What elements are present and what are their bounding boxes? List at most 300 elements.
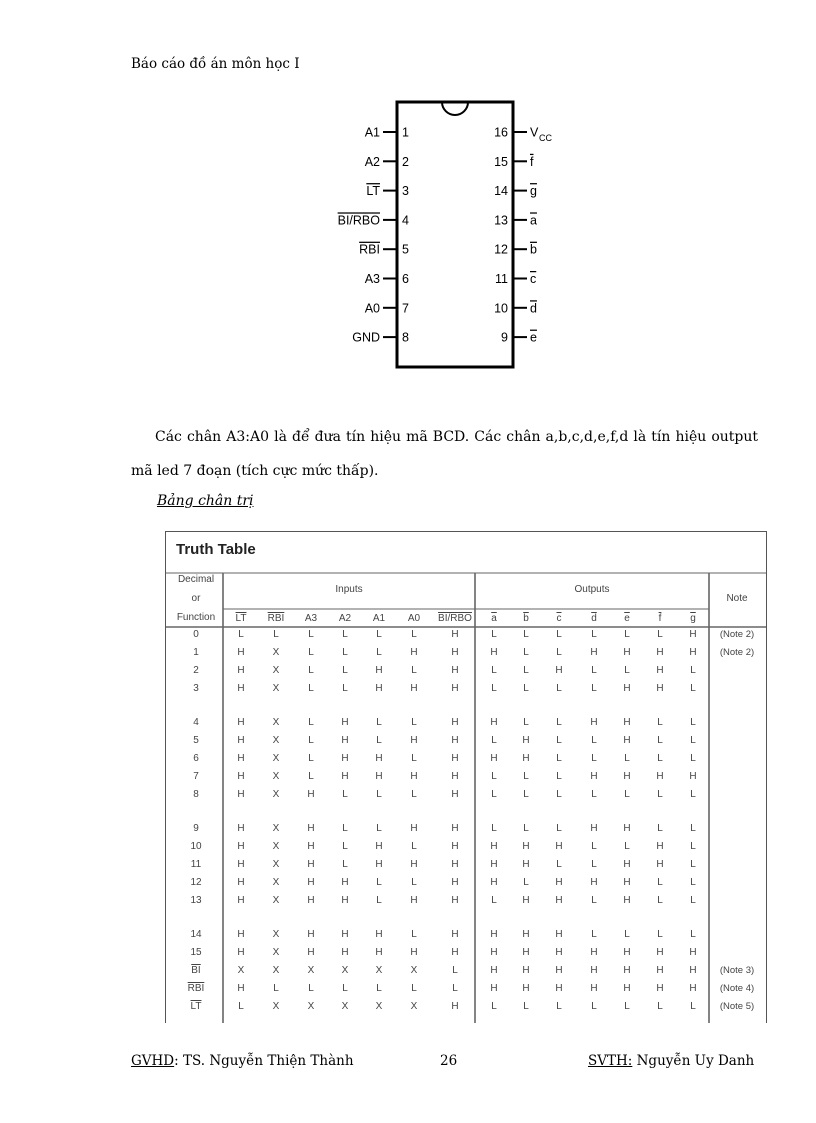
pin-number: 5 bbox=[402, 242, 409, 257]
cell-value: X bbox=[272, 647, 280, 658]
cell-value: H bbox=[590, 877, 598, 888]
cell-value: L bbox=[591, 735, 597, 746]
cell-value: L bbox=[657, 735, 663, 746]
cell-value: H bbox=[237, 789, 245, 800]
cell-value: H bbox=[341, 753, 349, 764]
pin-number: 15 bbox=[494, 154, 508, 169]
cell-value: H bbox=[410, 859, 418, 870]
cell-value: L bbox=[624, 753, 630, 764]
pin-label: g bbox=[530, 184, 537, 199]
page-header: Báo cáo đồ án môn học I bbox=[131, 56, 300, 72]
cell-value: H bbox=[555, 929, 563, 940]
cell-value: L bbox=[690, 1001, 696, 1012]
cell-value: H bbox=[237, 841, 245, 852]
cell-value: L bbox=[491, 895, 497, 906]
cell-value: H bbox=[451, 841, 459, 852]
cell-value: H bbox=[590, 771, 598, 782]
cell-value: H bbox=[656, 665, 664, 676]
cell-value: L bbox=[556, 753, 562, 764]
cell-value: H bbox=[307, 841, 315, 852]
cell-value: L bbox=[556, 717, 562, 728]
cell-value: H bbox=[451, 735, 459, 746]
cell-value: L bbox=[411, 629, 417, 640]
cell-value: X bbox=[237, 965, 245, 976]
ic-pinout-diagram bbox=[335, 98, 565, 373]
cell-value: H bbox=[689, 771, 697, 782]
cell-value: L bbox=[657, 823, 663, 834]
cell-value: H bbox=[410, 771, 418, 782]
cell-value: L bbox=[342, 983, 348, 994]
cell-value: H bbox=[341, 895, 349, 906]
cell-value: L bbox=[376, 717, 382, 728]
cell-value: H bbox=[375, 859, 383, 870]
cell-value: H bbox=[341, 735, 349, 746]
row-function: 8 bbox=[193, 789, 199, 800]
cell-value: L bbox=[491, 683, 497, 694]
cell-value: H bbox=[410, 823, 418, 834]
cell-value: X bbox=[410, 1001, 418, 1012]
cell-value: X bbox=[272, 895, 280, 906]
cell-value: L bbox=[411, 753, 417, 764]
cell-value: L bbox=[690, 789, 696, 800]
cell-value: H bbox=[237, 983, 245, 994]
cell-value: H bbox=[656, 859, 664, 870]
footer-gvhd-text: : TS. Nguyễn Thiện Thành bbox=[174, 1053, 354, 1069]
row-function: 4 bbox=[193, 717, 199, 728]
cell-value: X bbox=[341, 1001, 349, 1012]
pin-label: d bbox=[530, 301, 537, 316]
cell-value: H bbox=[237, 877, 245, 888]
cell-value: X bbox=[375, 1001, 383, 1012]
cell-value: X bbox=[341, 965, 349, 976]
cell-value: L bbox=[452, 965, 458, 976]
cell-value: L bbox=[308, 683, 314, 694]
cell-value: H bbox=[623, 823, 631, 834]
pin-number: 14 bbox=[494, 184, 508, 199]
cell-value: L bbox=[556, 1001, 562, 1012]
cell-value: H bbox=[490, 983, 498, 994]
pin-label: A0 bbox=[364, 301, 380, 316]
cell-value: H bbox=[451, 717, 459, 728]
cell-value: L bbox=[342, 859, 348, 870]
cell-value: H bbox=[590, 647, 598, 658]
cell-value: H bbox=[307, 877, 315, 888]
cell-value: H bbox=[451, 895, 459, 906]
cell-value: L bbox=[690, 717, 696, 728]
cell-value: L bbox=[523, 1001, 529, 1012]
cell-value: L bbox=[690, 753, 696, 764]
pin-label: V bbox=[530, 125, 539, 140]
pin-number: 11 bbox=[495, 272, 508, 286]
cell-value: H bbox=[451, 947, 459, 958]
pin-number: 8 bbox=[402, 330, 409, 345]
cell-value: H bbox=[451, 859, 459, 870]
cell-value: L bbox=[308, 735, 314, 746]
cell-value: H bbox=[237, 823, 245, 834]
cell-value: H bbox=[623, 683, 631, 694]
cell-value: L bbox=[657, 895, 663, 906]
cell-value: X bbox=[272, 877, 280, 888]
cell-value: L bbox=[308, 629, 314, 640]
cell-value: L bbox=[523, 717, 529, 728]
cell-value: L bbox=[491, 629, 497, 640]
cell-value: L bbox=[308, 717, 314, 728]
cell-value: H bbox=[237, 647, 245, 658]
cell-value: L bbox=[657, 629, 663, 640]
row-note: (Note 4) bbox=[719, 983, 755, 994]
pin-label: c bbox=[530, 272, 537, 286]
cell-value: H bbox=[689, 947, 697, 958]
pin-number: 9 bbox=[501, 330, 508, 345]
cell-value: L bbox=[591, 753, 597, 764]
cell-value: L bbox=[556, 735, 562, 746]
cell-value: L bbox=[308, 665, 314, 676]
cell-value: H bbox=[522, 735, 530, 746]
cell-value: L bbox=[523, 823, 529, 834]
cell-value: H bbox=[623, 965, 631, 976]
cell-value: L bbox=[308, 647, 314, 658]
cell-value: L bbox=[657, 877, 663, 888]
column-header-a1: A1 bbox=[372, 613, 386, 624]
column-header-a0: A0 bbox=[407, 613, 421, 624]
cell-value: H bbox=[590, 823, 598, 834]
column-header-lt: LT bbox=[235, 613, 247, 624]
cell-value: H bbox=[375, 753, 383, 764]
cell-value: L bbox=[591, 929, 597, 940]
column-header-c: c bbox=[556, 613, 562, 624]
cell-value: L bbox=[411, 841, 417, 852]
cell-value: L bbox=[690, 665, 696, 676]
cell-value: L bbox=[308, 983, 314, 994]
cell-value: L bbox=[491, 735, 497, 746]
cell-value: H bbox=[451, 1001, 459, 1012]
pin-number: 6 bbox=[402, 272, 409, 286]
cell-value: H bbox=[522, 929, 530, 940]
cell-value: L bbox=[556, 683, 562, 694]
cell-value: H bbox=[341, 717, 349, 728]
cell-value: L bbox=[591, 841, 597, 852]
cell-value: L bbox=[690, 841, 696, 852]
cell-value: H bbox=[490, 947, 498, 958]
cell-value: X bbox=[272, 859, 280, 870]
cell-value: H bbox=[410, 647, 418, 658]
column-header-a: a bbox=[491, 613, 497, 624]
cell-value: L bbox=[624, 665, 630, 676]
cell-value: H bbox=[410, 895, 418, 906]
cell-value: H bbox=[237, 947, 245, 958]
cell-value: X bbox=[272, 717, 280, 728]
cell-value: H bbox=[656, 947, 664, 958]
row-note: (Note 2) bbox=[719, 629, 755, 640]
column-header-rbi: RBI bbox=[267, 613, 285, 624]
cell-value: H bbox=[375, 929, 383, 940]
cell-value: L bbox=[308, 771, 314, 782]
header-outputs: Outputs bbox=[574, 584, 610, 595]
cell-value: H bbox=[451, 629, 459, 640]
cell-value: X bbox=[307, 965, 315, 976]
header-decimal-or-function: Decimal bbox=[177, 574, 215, 585]
footer-gvhd-label: GVHD bbox=[131, 1053, 175, 1069]
cell-value: L bbox=[556, 823, 562, 834]
pin-number: 12 bbox=[494, 242, 508, 257]
cell-value: H bbox=[410, 947, 418, 958]
cell-value: X bbox=[272, 665, 280, 676]
cell-value: L bbox=[591, 665, 597, 676]
chip-body bbox=[397, 102, 513, 367]
cell-value: H bbox=[237, 895, 245, 906]
row-function: 14 bbox=[190, 929, 202, 940]
cell-value: L bbox=[342, 629, 348, 640]
cell-value: H bbox=[410, 735, 418, 746]
row-function: LT bbox=[190, 1001, 202, 1012]
cell-value: L bbox=[591, 1001, 597, 1012]
cell-value: H bbox=[590, 947, 598, 958]
pin-number: 16 bbox=[494, 125, 508, 140]
cell-value: H bbox=[410, 683, 418, 694]
column-header-e: e bbox=[624, 613, 630, 624]
cell-value: H bbox=[555, 965, 563, 976]
cell-value: L bbox=[376, 983, 382, 994]
row-function: 0 bbox=[193, 629, 199, 640]
column-header-a2: A2 bbox=[338, 613, 352, 624]
cell-value: L bbox=[411, 929, 417, 940]
cell-value: L bbox=[657, 753, 663, 764]
cell-value: L bbox=[238, 1001, 244, 1012]
cell-value: H bbox=[623, 895, 631, 906]
row-function: 6 bbox=[193, 753, 199, 764]
cell-value: H bbox=[623, 717, 631, 728]
row-function: BI bbox=[191, 965, 201, 976]
cell-value: H bbox=[490, 647, 498, 658]
pin-label: A1 bbox=[364, 125, 380, 140]
footer-svth-label: SVTH: bbox=[588, 1053, 633, 1069]
cell-value: L bbox=[411, 983, 417, 994]
cell-value: L bbox=[523, 789, 529, 800]
pin-label: a bbox=[530, 213, 537, 228]
cell-value: X bbox=[272, 841, 280, 852]
row-function: 9 bbox=[193, 823, 199, 834]
cell-value: H bbox=[237, 717, 245, 728]
cell-value: H bbox=[555, 895, 563, 906]
cell-value: L bbox=[624, 841, 630, 852]
cell-value: L bbox=[273, 629, 279, 640]
cell-value: H bbox=[656, 771, 664, 782]
cell-value: L bbox=[556, 629, 562, 640]
cell-value: L bbox=[556, 647, 562, 658]
cell-value: L bbox=[411, 877, 417, 888]
cell-value: X bbox=[272, 823, 280, 834]
pin-number: 1 bbox=[402, 125, 409, 140]
cell-value: L bbox=[690, 735, 696, 746]
cell-value: L bbox=[523, 877, 529, 888]
cell-value: L bbox=[624, 929, 630, 940]
row-function: 13 bbox=[190, 895, 202, 906]
cell-value: L bbox=[523, 683, 529, 694]
cell-value: L bbox=[411, 665, 417, 676]
cell-value: H bbox=[490, 859, 498, 870]
cell-value: L bbox=[411, 789, 417, 800]
cell-value: H bbox=[375, 665, 383, 676]
cell-value: L bbox=[376, 823, 382, 834]
cell-value: H bbox=[307, 929, 315, 940]
cell-value: H bbox=[522, 753, 530, 764]
cell-value: H bbox=[656, 841, 664, 852]
cell-value: X bbox=[272, 929, 280, 940]
cell-value: L bbox=[273, 983, 279, 994]
cell-value: H bbox=[237, 735, 245, 746]
pin-label: LT bbox=[366, 184, 380, 199]
row-function: 3 bbox=[193, 683, 199, 694]
cell-value: L bbox=[342, 823, 348, 834]
pin-label: RBI bbox=[359, 242, 380, 257]
cell-value: H bbox=[451, 771, 459, 782]
cell-value: H bbox=[237, 929, 245, 940]
cell-value: X bbox=[272, 753, 280, 764]
cell-value: L bbox=[591, 789, 597, 800]
row-function: 10 bbox=[190, 841, 202, 852]
cell-value: H bbox=[451, 789, 459, 800]
cell-value: H bbox=[522, 895, 530, 906]
cell-value: L bbox=[690, 929, 696, 940]
cell-value: L bbox=[491, 665, 497, 676]
cell-value: X bbox=[410, 965, 418, 976]
cell-value: L bbox=[591, 895, 597, 906]
cell-value: L bbox=[238, 629, 244, 640]
cell-value: H bbox=[307, 859, 315, 870]
header-note: Note bbox=[726, 593, 748, 604]
ic-pinout-svg bbox=[335, 98, 565, 373]
cell-value: H bbox=[656, 647, 664, 658]
cell-value: H bbox=[307, 947, 315, 958]
cell-value: H bbox=[623, 647, 631, 658]
cell-value: H bbox=[490, 717, 498, 728]
cell-value: H bbox=[341, 947, 349, 958]
column-header-a3: A3 bbox=[304, 613, 318, 624]
cell-value: H bbox=[555, 877, 563, 888]
cell-value: H bbox=[237, 859, 245, 870]
row-function: 11 bbox=[190, 859, 202, 870]
cell-value: L bbox=[523, 629, 529, 640]
pin-label: BI/RBO bbox=[337, 213, 380, 228]
cell-value: H bbox=[237, 683, 245, 694]
cell-value: H bbox=[490, 841, 498, 852]
pin-label: A2 bbox=[364, 154, 380, 169]
header-inputs: Inputs bbox=[335, 584, 363, 595]
cell-value: L bbox=[376, 629, 382, 640]
table-caption: Bảng chân trị bbox=[157, 493, 254, 509]
cell-value: L bbox=[690, 859, 696, 870]
cell-value: H bbox=[375, 683, 383, 694]
row-function: 1 bbox=[193, 647, 199, 658]
cell-value: L bbox=[491, 823, 497, 834]
cell-value: L bbox=[376, 895, 382, 906]
cell-value: X bbox=[272, 789, 280, 800]
row-function: 12 bbox=[190, 877, 202, 888]
truth-table-title: Truth Table bbox=[176, 541, 256, 558]
column-header-d: d bbox=[591, 613, 597, 624]
row-function: 15 bbox=[190, 947, 202, 958]
cell-value: X bbox=[272, 771, 280, 782]
cell-value: H bbox=[341, 877, 349, 888]
cell-value: H bbox=[451, 877, 459, 888]
cell-value: H bbox=[555, 947, 563, 958]
cell-value: H bbox=[451, 753, 459, 764]
row-function: 2 bbox=[193, 665, 199, 676]
cell-value: H bbox=[656, 983, 664, 994]
pin-number: 4 bbox=[402, 213, 409, 228]
cell-value: L bbox=[376, 735, 382, 746]
pin-number: 2 bbox=[402, 154, 409, 169]
cell-value: H bbox=[590, 717, 598, 728]
cell-value: H bbox=[555, 841, 563, 852]
body-paragraph: Các chân A3:A0 là để đưa tín hiệu mã BCD. Các chân a,b,c,d,e,f,d là tín hiệu output mã led 7 đoạn (tích cực mức thấp). bbox=[131, 429, 758, 479]
cell-value: L bbox=[591, 859, 597, 870]
pin-label: e bbox=[530, 330, 537, 345]
cell-value: L bbox=[556, 859, 562, 870]
header-decimal-or-function: Function bbox=[176, 612, 216, 623]
pin-label: b bbox=[530, 242, 537, 257]
cell-value: L bbox=[491, 1001, 497, 1012]
pin-number: 10 bbox=[494, 301, 508, 316]
cell-value: H bbox=[522, 983, 530, 994]
cell-value: X bbox=[375, 965, 383, 976]
cell-value: X bbox=[272, 735, 280, 746]
cell-value: X bbox=[272, 947, 280, 958]
cell-value: H bbox=[522, 947, 530, 958]
cell-value: L bbox=[491, 789, 497, 800]
cell-value: H bbox=[490, 877, 498, 888]
cell-value: L bbox=[624, 789, 630, 800]
cell-value: L bbox=[657, 1001, 663, 1012]
cell-value: H bbox=[451, 665, 459, 676]
column-header-bi-rbo: BI/RBO bbox=[438, 613, 472, 624]
cell-value: H bbox=[451, 823, 459, 834]
footer-right bbox=[588, 1053, 754, 1069]
cell-value: L bbox=[690, 895, 696, 906]
cell-value: H bbox=[623, 877, 631, 888]
cell-value: L bbox=[657, 789, 663, 800]
row-function: RBI bbox=[187, 983, 205, 994]
cell-value: H bbox=[522, 859, 530, 870]
cell-value: H bbox=[590, 983, 598, 994]
cell-value: L bbox=[591, 629, 597, 640]
cell-value: H bbox=[307, 895, 315, 906]
cell-value: H bbox=[689, 629, 697, 640]
cell-value: L bbox=[690, 683, 696, 694]
cell-value: X bbox=[272, 683, 280, 694]
cell-value: H bbox=[689, 983, 697, 994]
cell-value: H bbox=[375, 841, 383, 852]
cell-value: L bbox=[657, 717, 663, 728]
cell-value: H bbox=[490, 753, 498, 764]
row-function: 5 bbox=[193, 735, 199, 746]
cell-value: H bbox=[237, 771, 245, 782]
cell-value: H bbox=[451, 929, 459, 940]
row-note: (Note 2) bbox=[719, 647, 755, 658]
cell-value: H bbox=[689, 647, 697, 658]
cell-value: X bbox=[307, 1001, 315, 1012]
footer-svth-text: Nguyễn Uy Danh bbox=[632, 1053, 755, 1069]
truth-table-grid bbox=[166, 532, 766, 1023]
cell-value: L bbox=[624, 1001, 630, 1012]
cell-value: H bbox=[656, 965, 664, 976]
cell-value: H bbox=[623, 983, 631, 994]
cell-value: L bbox=[556, 789, 562, 800]
cell-value: H bbox=[490, 965, 498, 976]
cell-value: L bbox=[523, 771, 529, 782]
cell-value: L bbox=[657, 929, 663, 940]
cell-value: H bbox=[623, 771, 631, 782]
